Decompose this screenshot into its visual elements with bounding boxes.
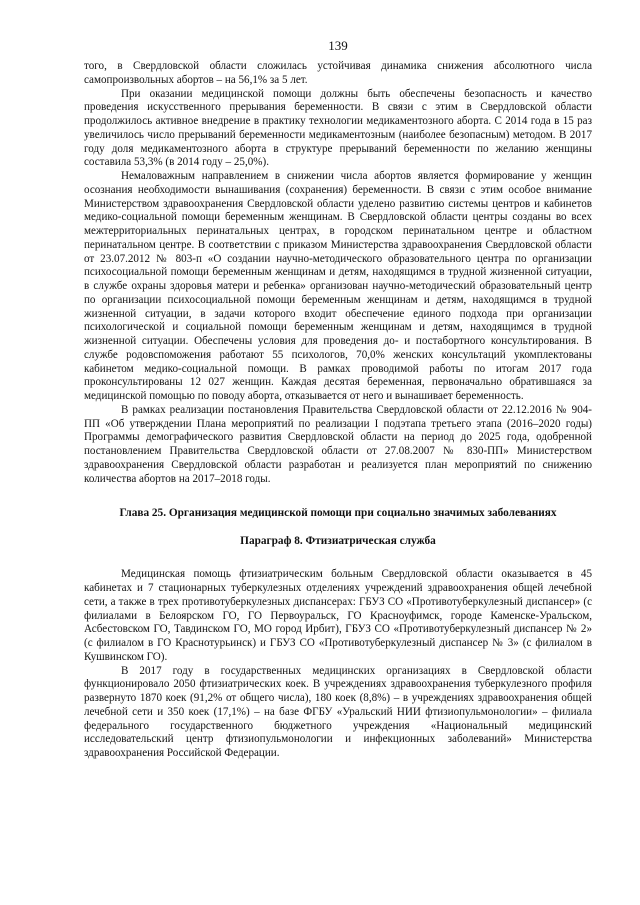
page-number: 139 xyxy=(328,38,348,53)
paragraph-continuation: того, в Свердловской области сложилась устойчивая динамика снижения абсолютного числа самопроизвольных абортов – на 56,1% за 5 лет. xyxy=(84,60,592,86)
document-page xyxy=(84,38,592,761)
paragraph-beds-2017: В 2017 году в государственных медицинских организациях в Свердловской области функционировало 2050 фтизиатрических коек. В учреждениях здравоохранения туберкулезного профиля развернуто 1870 коек (91,2% от общего числа), 180 коек (8,8%) – в учреждениях здравоохранения общей лечебной сети и 350 коек (17,1%) – на базе ФГБУ «Уральский НИИ фтизиопульмонологии» – филиала федерального государственного бюджетного учреждения «Национальный медицинский исследовательский центр фтизиопульмонологии и инфекционных заболеваний» Министерства здравоохранения Российской Федерации. xyxy=(84,664,592,759)
section-heading: Параграф 8. Фтизиатрическая служба xyxy=(240,535,436,548)
chapter-heading: Глава 25. Организация медицинской помощи при социально значимых заболеваниях xyxy=(119,507,557,520)
paragraph-medical-social-help: Немаловажным направлением в снижении числа абортов является формирование у женщин осознания необходимости вынашивания (сохранения) беременности. В связи с этим особое внимание Министерством здравоохранения Свердловской области уделено развитию системы центров и кабинетов медико-социальной помощи беременным женщинам. В Свердловской области центры созданы во всех межтерриториальных перинатальных центрах, в городском перинатальном центре и областном перинатальном центре. В соответствии с приказом Министерства здравоохранения Свердловской области от 23.07.2012 № 803-п «О создании научно-методического образовательного центра по организации психосоциальной помощи беременным женщинам и детям, находящимся в трудной жизненной ситуации, в службе охраны здоровья матери и ребенка» организован научно-методический образовательный центр по организации психосоциальной помощи беременным женщинам и детям, находящимся в трудной жизненной ситуации, в задачи которого входит обеспечение единого подхода при организации психологической и социальной помощи беременным женщинам и детям, находящимся в трудной жизненной ситуации. Обеспечены условия для проведения до- и постабортного консультирования. В службе родовспоможения работают 55 психологов, 70,0% женских консультаций укомплектованы кабинетом медико-социальной помощи. В рамках проводимой работы по итогам 2017 года проконсультированы 12 027 женщин. Каждая десятая беременная, первоначально обратившаяся за медицинской помощью по поводу аборта, отказывается от него и вынашивает беременность. xyxy=(84,170,592,402)
paragraph-medication-abortion: При оказании медицинской помощи должны быть обеспечены безопасность и качество проведения искусственного прерывания беременности. В связи с этим в Свердловской области продолжилось активное внедрение в практику технологии медикаментозного аборта. С 2014 года в 15 раз увеличилось число прерываний беременности медикаментозным (наиболее безопасным) методом. В 2017 году доля медикаментозного аборта в структуре прерываний беременности по желанию женщины составила 53,3% (в 2014 году – 25,0%). xyxy=(84,87,592,169)
paragraph-government-resolution: В рамках реализации постановления Правительства Свердловской области от 22.12.2016 № 904-ПП «Об утверждении Плана мероприятий по реализации I подэтапа третьего этапа (2016–2020 годы) Программы демографического развития Свердловской области на период до 2025 года, одобренной постановлением Правительства Свердловской области от 27.08.2007 № 830-ПП» Министерством здравоохранения Свердловской области разработан и реализуется план мероприятий по снижению количества абортов на 2017–2018 годы. xyxy=(84,403,592,485)
paragraph-phthisiatric-care: Медицинская помощь фтизиатрическим больным Свердловской области оказывается в 45 кабинетах и 7 стационарных туберкулезных отделениях учреждений здравоохранения общей лечебной сети, а также в трех противотуберкулезных диспансерах: ГБУЗ СО «Противотуберкулезный диспансер» (с филиалами в Белоярском ГО, ГО Первоуральск, ГО Красноуфимск, городе Каменске-Уральском, Асбестовском ГО, Тавдинском ГО, МО город Ирбит), ГБУЗ СО «Противотуберкулезный диспансер № 2» (с филиалом в ГО Краснотурьинск) и ГБУЗ СО «Противотуберкулезный диспансер № 3» (с филиалом в Кушвинском ГО). xyxy=(84,568,592,663)
